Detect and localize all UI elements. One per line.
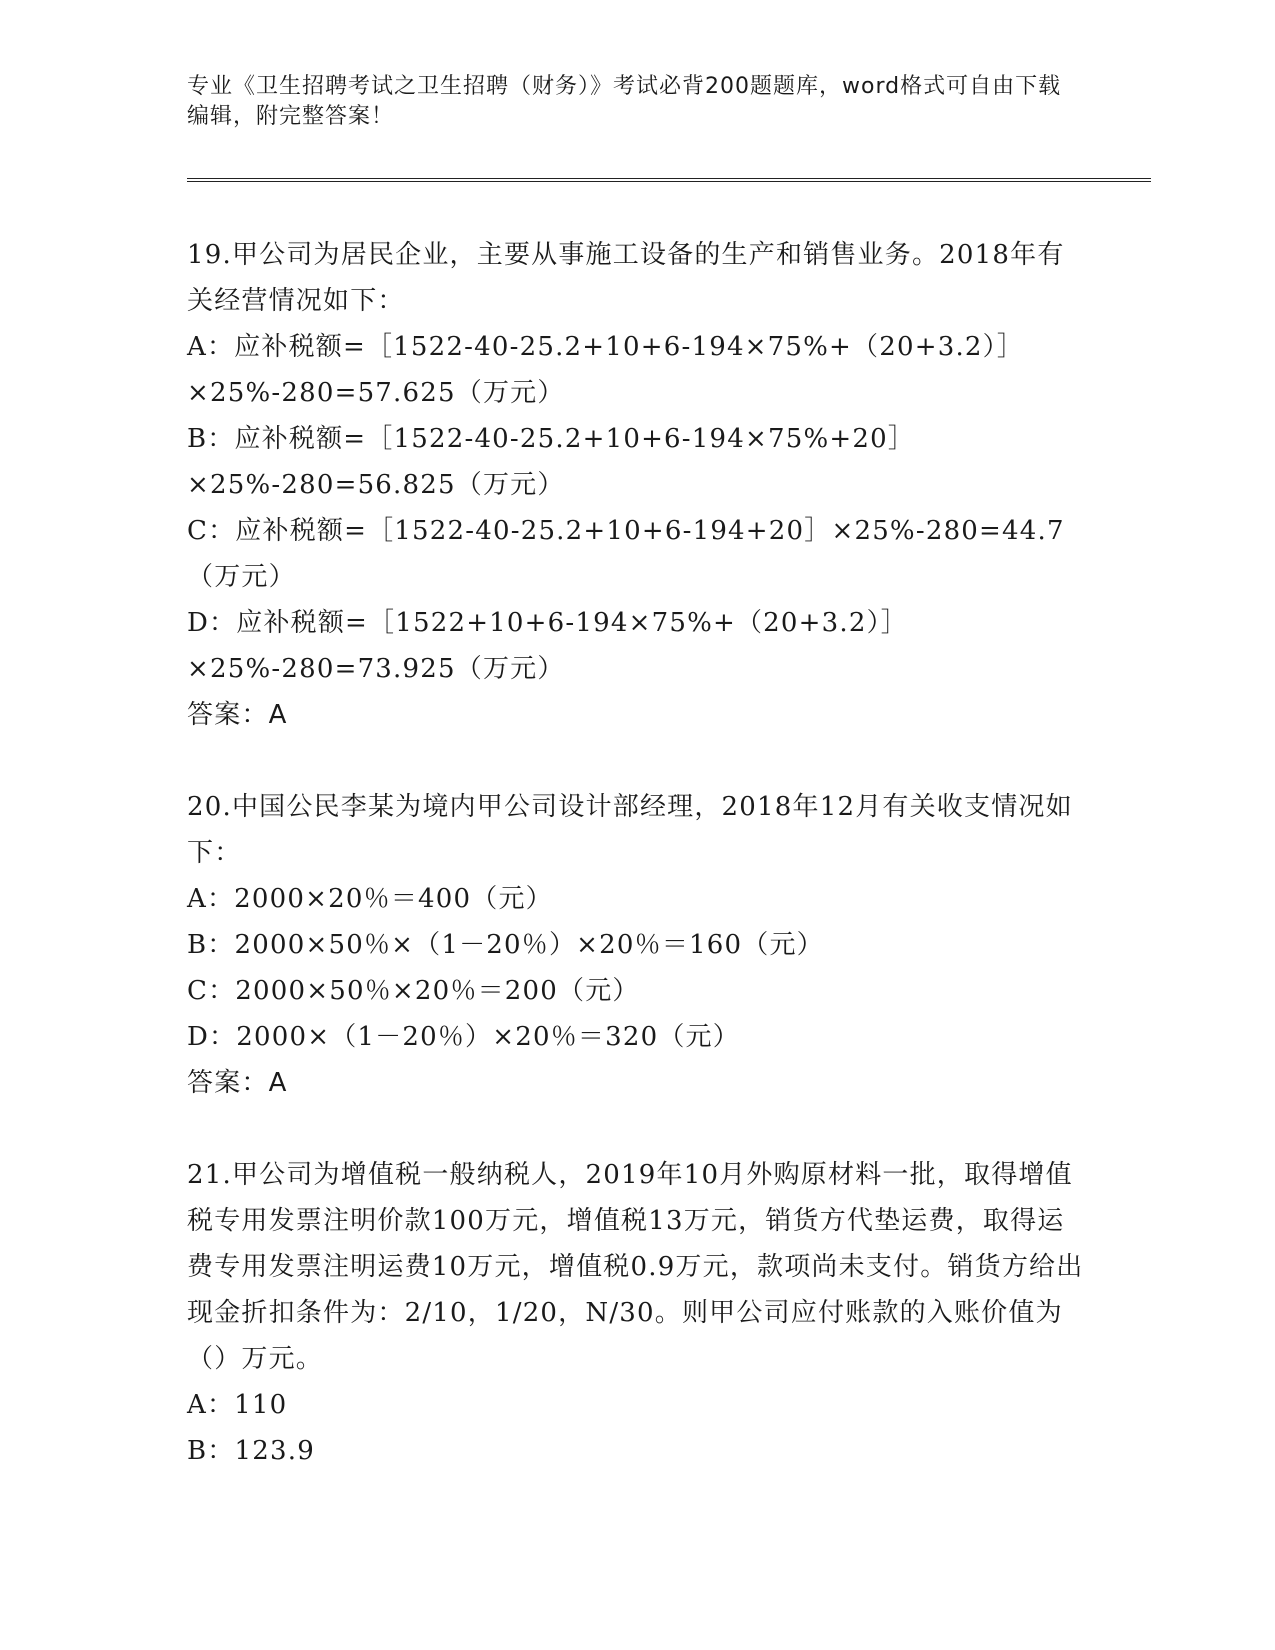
answer-line: 答案：A [187, 700, 288, 730]
question-21 [187, 1152, 1087, 1474]
option-b: B：应补税额=［1522-40-25.2+10+6-194×75%+20］×25%-280=56.825（万元） [187, 424, 916, 500]
option-c: C：2000×50％×20％＝200（元） [187, 976, 640, 1006]
document-header-title: 专业《卫生招聘考试之卫生招聘（财务）》考试必背200题题库，word格式可自由下载编辑，附完整答案！ [187, 74, 1062, 129]
question-20 [187, 784, 1087, 1106]
option-b: B：123.9 [187, 1436, 315, 1466]
option-d: D：应补税额=［1522+10+6-194×75%+（20+3.2）］×25%-280=73.925（万元） [187, 608, 908, 684]
option-a: A：2000×20％＝400（元） [187, 884, 553, 914]
question-list [187, 232, 1087, 1520]
question-text: 21.甲公司为增值税一般纳税人，2019年10月外购原材料一批，取得增值税专用发票注明价款100万元，增值税13万元，销货方代垫运费，取得运费专用发票注明运费10万元，增值税0.9万元，款项尚未支付。销货方给出现金折扣条件为：2/10，1/20，N/30。则甲公司应付账款的入账价值为（）万元。 [187, 1160, 1084, 1374]
question-text: 19.甲公司为居民企业，主要从事施工设备的生产和销售业务。2018年有关经营情况如下： [187, 240, 1065, 316]
option-b: B：2000×50％×（1－20％）×20％＝160（元） [187, 930, 824, 960]
header-divider [187, 178, 1151, 182]
question-text: 20.中国公民李某为境内甲公司设计部经理，2018年12月有关收支情况如下： [187, 792, 1073, 868]
option-a: A：应补税额=［1522-40-25.2+10+6-194×75%+（20+3.2）］×25%-280=57.625（万元） [187, 332, 1025, 408]
answer-line: 答案：A [187, 1068, 288, 1098]
option-c: C：应补税额=［1522-40-25.2+10+6-194+20］×25%-280=44.7（万元） [187, 516, 1065, 592]
option-d: D：2000×（1－20％）×20％＝320（元） [187, 1022, 740, 1052]
question-19 [187, 232, 1087, 738]
option-a: A：110 [187, 1390, 288, 1420]
